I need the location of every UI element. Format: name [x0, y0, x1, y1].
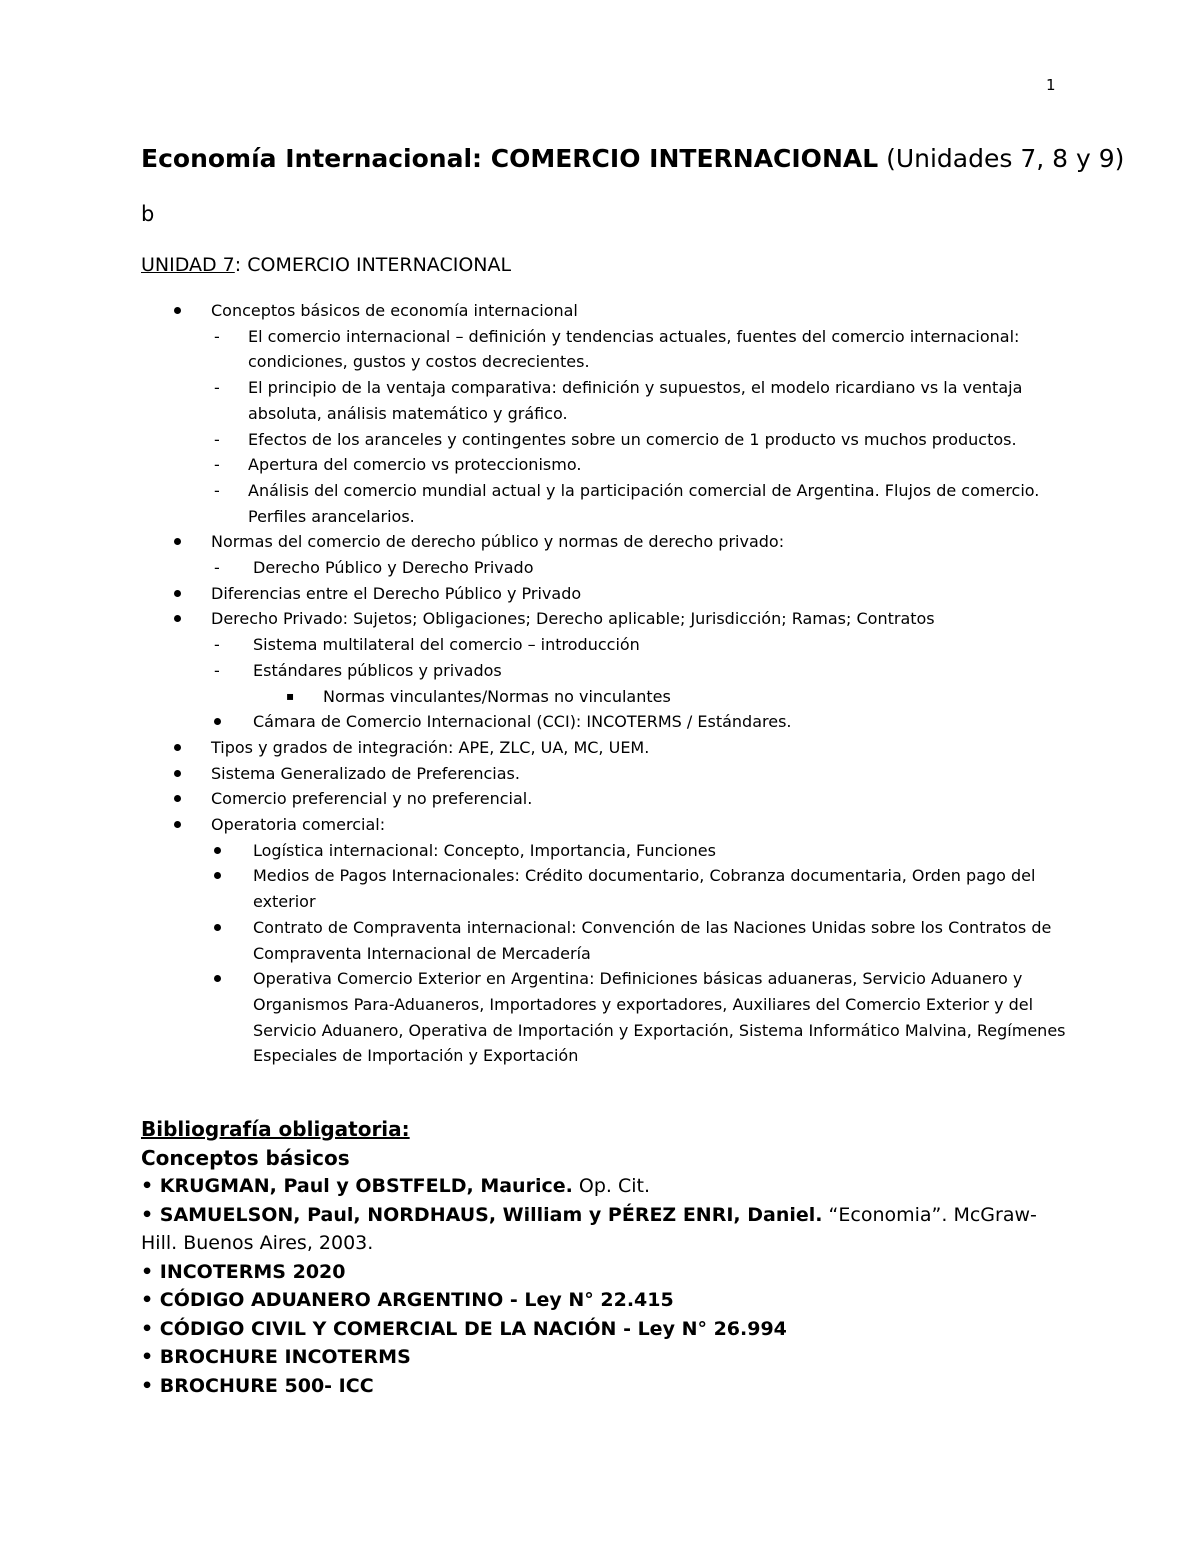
bullet-dot [214, 924, 221, 931]
title-part-2: COMERCIO INTERNACIONAL [490, 144, 879, 173]
dash-marker: - [214, 326, 220, 346]
dash-marker: - [214, 455, 220, 475]
outline-item [141, 555, 1071, 581]
outline-item [141, 581, 1071, 607]
outline-item [141, 632, 1071, 658]
outline-item-text: Normas vinculantes/Normas no vinculantes [323, 686, 671, 706]
outline-item [141, 786, 1071, 812]
outline-item-text: Comercio preferencial y no preferencial. [211, 789, 533, 809]
bullet-dot [174, 590, 181, 597]
outline-item-text: Sistema multilateral del comercio – introducción [253, 635, 640, 655]
syllabus-outline [141, 298, 1071, 1069]
bibliography-heading: Bibliografía obligatoria: [141, 1117, 410, 1141]
outline-item-text: El comercio internacional – definición y tendencias actuales, fuentes del comercio internacional: condiciones, gustos y costos decrecientes. [248, 326, 1020, 372]
outline-item-text: El principio de la ventaja comparativa: definición y supuestos, el modelo ricardiano vs la ventaja absoluta, análisis matemático y gráfico. [248, 378, 1023, 423]
title-part-1: Economía Internacional: [141, 144, 491, 173]
bullet-dot [174, 795, 181, 802]
outline-item [141, 838, 1071, 864]
outline-item [141, 375, 1071, 426]
outline-item-text: Tipos y grados de integración: APE, ZLC, UA, MC, UEM. [211, 737, 650, 757]
bibliography-section [141, 1114, 1071, 1400]
bullet-dot [214, 718, 221, 725]
reference-bold: • CÓDIGO ADUANERO ARGENTINO - Ley N° 22.415 [141, 1289, 674, 1311]
reference-list [141, 1172, 1071, 1400]
title-part-3: (Unidades 7, 8 y 9) [878, 144, 1125, 173]
reference-bold: • KRUGMAN, Paul y OBSTFELD, Maurice. [141, 1175, 573, 1197]
outline-item-text: Logística internacional: Concepto, Importancia, Funciones [253, 840, 716, 860]
bullet-dot [174, 770, 181, 777]
unit-heading [141, 254, 511, 276]
unit-label: UNIDAD 7 [141, 254, 235, 276]
dash-marker: - [214, 635, 220, 655]
reference-bold: • INCOTERMS 2020 [141, 1260, 346, 1283]
outline-item [141, 658, 1071, 684]
reference-item [141, 1201, 1071, 1258]
dash-marker: - [214, 480, 220, 500]
bullet-dot [214, 975, 221, 982]
outline-item-text: Sistema Generalizado de Preferencias. [211, 763, 520, 783]
reference-normal: Op. Cit. [572, 1175, 650, 1197]
dash-marker: - [214, 660, 220, 680]
stray-character: b [141, 202, 155, 226]
reference-item [141, 1172, 1071, 1201]
reference-bold: • SAMUELSON, Paul, NORDHAUS, William y PÉREZ ENRI, Daniel. [141, 1203, 823, 1226]
bullet-dot [174, 307, 181, 314]
outline-item [141, 684, 1071, 710]
dash-marker: - [214, 378, 220, 398]
outline-item [141, 863, 1071, 914]
square-bullet-icon: ▪ [286, 688, 295, 703]
bullet-dot [174, 744, 181, 751]
outline-item [141, 298, 1071, 324]
outline-item [141, 427, 1071, 453]
dash-marker: - [214, 558, 220, 578]
bibliography-subheading: Conceptos básicos [141, 1146, 350, 1170]
outline-item-text: Análisis del comercio mundial actual y la participación comercial de Argentina. Flujos de comercio. Perfiles arancelarios. [248, 480, 1040, 526]
reference-item [141, 1315, 1071, 1344]
outline-item-text: Efectos de los aranceles y contingentes sobre un comercio de 1 producto vs muchos productos. [248, 429, 1017, 449]
outline-item-text: Apertura del comercio vs proteccionismo. [248, 455, 582, 475]
outline-item [141, 966, 1071, 1069]
unit-title: : COMERCIO INTERNACIONAL [234, 254, 512, 276]
reference-item [141, 1286, 1071, 1315]
outline-item-text: Cámara de Comercio Internacional (CCI): INCOTERMS / Estándares. [253, 712, 792, 732]
bullet-dot [214, 847, 221, 854]
page-number: 1 [1046, 76, 1056, 94]
outline-item-text: Derecho Privado: Sujetos; Obligaciones; Derecho aplicable; Jurisdicción; Ramas; Contratos [211, 609, 935, 629]
outline-item [141, 606, 1071, 632]
outline-item-text: Contrato de Compraventa internacional: Convención de las Naciones Unidas sobre los Contratos de Compraventa Internacional de Mercadería [253, 917, 1052, 963]
bullet-dot [214, 872, 221, 879]
outline-item [141, 812, 1071, 838]
outline-item-text: Conceptos básicos de economía internacional [211, 301, 578, 320]
outline-item-text: Medios de Pagos Internacionales: Crédito documentario, Cobranza documentaria, Orden pago del exterior [253, 866, 1036, 912]
outline-item-text: Diferencias entre el Derecho Público y Privado [211, 583, 582, 603]
page-title [141, 144, 1124, 173]
outline-item [141, 709, 1071, 735]
reference-item [141, 1258, 1071, 1287]
bullet-dot [174, 538, 181, 545]
outline-item [141, 324, 1071, 375]
dash-marker: - [214, 429, 220, 449]
outline-item-text: Estándares públicos y privados [253, 660, 502, 680]
bullet-dot [174, 615, 181, 622]
outline-item [141, 478, 1071, 529]
bullet-dot [174, 821, 181, 828]
outline-item-text: Derecho Público y Derecho Privado [253, 558, 534, 578]
outline-item [141, 915, 1071, 966]
reference-bold: • BROCHURE 500- ICC [141, 1374, 374, 1397]
outline-item [141, 735, 1071, 761]
reference-normal: “Economia”. McGraw-Hill. Buenos Aires, 2003. [141, 1203, 1037, 1254]
reference-item [141, 1343, 1071, 1372]
outline-item [141, 529, 1071, 555]
reference-bold: • BROCHURE INCOTERMS [141, 1346, 411, 1368]
outline-item-text: Operativa Comercio Exterior en Argentina: Definiciones básicas aduaneras, Servicio Aduanero y Organismos Para-Aduaneros, Importadores y exportadores, Auxiliares del Comercio Exterior y del Servicio Aduanero, Operativa de Importación y Exportación, Sistema Informático Malvina, Regímenes Especiales de Importación y Exportación [253, 969, 1066, 1066]
outline-item-text: Operatoria comercial: [211, 815, 386, 835]
outline-item-text: Normas del comercio de derecho público y normas de derecho privado: [211, 532, 785, 552]
outline-item [141, 761, 1071, 787]
outline-item [141, 452, 1071, 478]
reference-bold: • CÓDIGO CIVIL Y COMERCIAL DE LA NACIÓN - Ley N° 26.994 [141, 1317, 787, 1340]
reference-item [141, 1372, 1071, 1401]
